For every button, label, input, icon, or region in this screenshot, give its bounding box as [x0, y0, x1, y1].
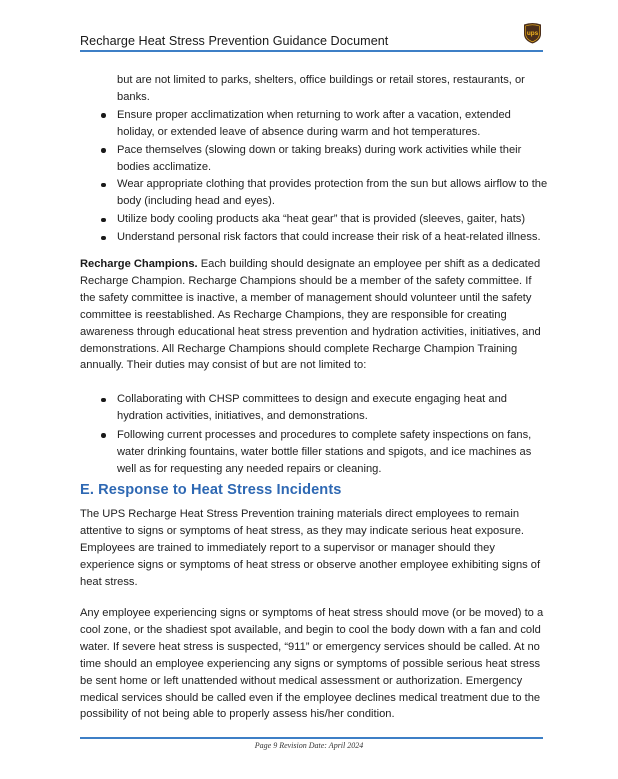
section-heading: E. Response to Heat Stress Incidents — [80, 482, 342, 498]
ups-logo-icon — [523, 22, 542, 44]
bullet-dot-icon — [101, 113, 106, 118]
document-header-title: Recharge Heat Stress Prevention Guidance Document — [80, 34, 389, 48]
bullet-dot-icon — [101, 218, 106, 223]
bullet-dot-icon — [101, 398, 106, 403]
list-item: Ensure proper acclimatization when returning to work after a vacation, extended holiday, or extended leave of absence during warm and hot temperatures. — [80, 107, 550, 141]
bullet-dot-icon — [101, 183, 106, 188]
list-item: Collaborating with CHSP committees to design and execute engaging heat and hydration activities, initiatives, and demonstrations. — [80, 391, 550, 425]
header-divider — [80, 50, 543, 52]
acclimatization-bullet-list — [80, 72, 550, 246]
list-continuation-text: but are not limited to parks, shelters, office buildings or retail stores, restaurants, or banks. — [117, 74, 525, 103]
bullet-dot-icon — [101, 236, 106, 241]
bullet-dot-icon — [101, 148, 106, 153]
recharge-champions-lead: Recharge Champions. — [80, 258, 198, 270]
recharge-champions-text: Each building should designate an employee per shift as a dedicated Recharge Champion. Recharge Champions should be a member of the safety committee. If the safety committee is inactive, a member of management should volunteer until the safety committee is reestablished. As Recharge Champions, they are responsible for creating awareness through educational heat stress prevention and hydration activities, initiatives, and demonstrations. All Recharge Champions should complete Recharge Champion Training annually. Their duties may consist of but are not limited to: — [80, 258, 541, 372]
list-item: Following current processes and procedures to complete safety inspections on fans, water drinking fountains, water bottle filler stations and spigots, and ice machines as well as for requesting any needed repairs or cleaning. — [80, 427, 550, 478]
list-item: Pace themselves (slowing down or taking breaks) during work activities while their bodies acclimatize. — [80, 142, 550, 176]
list-item: Utilize body cooling products aka “heat gear” that is provided (sleeves, gaiter, hats) — [80, 211, 550, 228]
recharge-champions-paragraph — [80, 256, 544, 374]
list-item: Wear appropriate clothing that provides protection from the sun but allows airflow to the body (including head and eyes). — [80, 176, 550, 210]
logo-text: ups — [526, 30, 539, 38]
champion-duties-bullet-list — [80, 391, 550, 478]
footer-divider — [80, 737, 543, 739]
page-footer: Page 9 Revision Date: April 2024 — [254, 741, 364, 750]
list-item: Understand personal risk factors that could increase their risk of a heat-related illness. — [80, 229, 550, 246]
response-paragraph-2: Any employee experiencing signs or symptoms of heat stress should move (or be moved) to a cool zone, or the shadiest spot available, and begin to cool the body down with a fan and cold water. If severe heat stress is suspected, “911” or emergency services should be called. At no time should an employee experiencing any signs or symptoms of possible serious heat stress be sent home or left unattended without medical assessment or authorization. Emergency medical services should be called even if the employee declines medical treatment due to the possibility of not being able to properly assess his/her condition. — [80, 607, 544, 721]
bullet-dot-icon — [101, 433, 106, 438]
response-paragraph-1: The UPS Recharge Heat Stress Prevention training materials direct employees to remain attentive to signs or symptoms of heat stress, as they may indicate serious heat exposure. Employees are trained to immediately report to a supervisor or manager should they experience signs or symptoms of heat stress or observe another employee exhibiting signs of heat stress. — [80, 508, 541, 588]
